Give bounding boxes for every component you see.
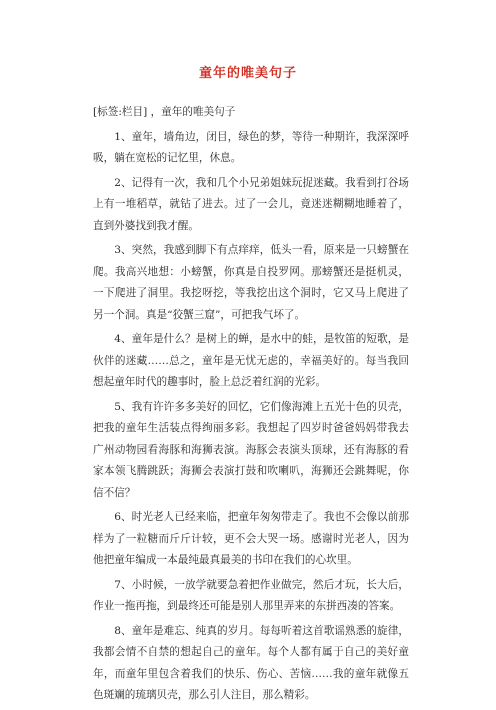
paragraph-7: 7、小时候，一放学就要急着把作业做完，然后才玩，长大后，作业一拖再拖，到最终还可能是别人那里弄来的东拼西凑的答案。 — [93, 578, 409, 612]
paragraph-8: 8、童年是难忘、纯真的岁月。每每听着这首歌谣熟悉的旋律，我都会情不自禁的想起自己的童年。每个人都有属于自己的美好童年，而童年里包含着我们的快乐、伤心、苦恼……我的童年就像五色斑斓的琉璃贝壳，那么引人注目，那么精彩。 — [93, 624, 409, 701]
paragraph-3: 3、突然，我感到脚下有点痒痒，低头一看，原来是一只螃蟹在爬。我高兴地想：小螃蟹，你真是自投罗网。那螃蟹还是挺机灵，一下爬进了洞里。我挖呀挖，等我挖出这个洞时，它又马上爬进了另一个洞。真是“狡蟹三窟”，可把我气坏了。 — [93, 244, 409, 321]
paragraph-1: 1、童年，墙角边，闭目，绿色的梦，等待一种期许，我深深呼吸，躺在宽松的记忆里，休息。 — [93, 130, 409, 164]
paragraph-6: 6、时光老人已经来临，把童年匆匆带走了。我也不会像以前那样为了一粒糖而斤斤计较，更不会大哭一场。感谢时光老人，因为他把童年编成一本最纯最真最美的书印在我们的心坎里。 — [93, 511, 409, 566]
tag-line: [标签:栏目] ，童年的唯美句子 — [93, 106, 236, 118]
document-title: 童年的唯美句子 — [198, 66, 297, 81]
paragraph-5: 5、我有许许多多美好的回忆，它们像海滩上五光十色的贝壳，把我的童年生活装点得绚丽多彩。我想起了四岁时爸爸妈妈带我去广州动物园看海豚和海狮表演。海豚会表演头顶球，还有海豚的看家本领飞腾跳跃；海狮会表演打鼓和吹喇叭，海狮还会跳舞呢，你信不信？ — [93, 400, 409, 499]
paragraph-4: 4、童年是什么？是树上的蝉，是水中的蛙，是牧笛的短歌，是伙伴的迷藏……总之，童年是无忧无虑的，幸福美好的。每当我回想起童年时代的趣事时，脸上总泛着红润的光彩。 — [93, 333, 409, 388]
paragraph-2: 2、记得有一次，我和几个小兄弟姐妹玩捉迷藏。我看到打谷场上有一堆稻草，就钻了进去。过了一会儿，竟迷迷糊糊地睡着了，直到外婆找到我才醒。 — [93, 176, 409, 232]
document-body — [93, 102, 409, 710]
